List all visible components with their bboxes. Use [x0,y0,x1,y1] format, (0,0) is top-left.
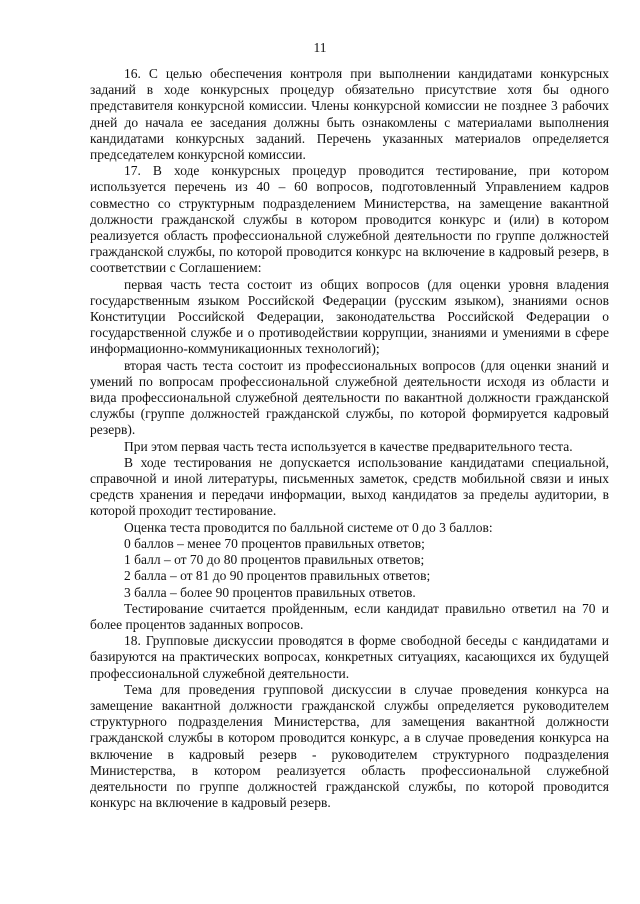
paragraph-scoring-system: Оценка теста проводится по балльной системе от 0 до 3 баллов: [124,519,493,535]
paragraph-test-part-one: первая часть теста состоит из общих вопросов (для оценки уровня владения государственным языком Российской Федерации (русским языком), знаниями основ Конституции Российской Федерации, законодательства Российской Федерации о государственной службе и о противодействии коррупции, знаниями и умениями в сфере информационно-коммуникационных технологий); [90,276,609,357]
paragraph-preliminary-test: При этом первая часть теста используется в качестве предварительного теста. [124,438,573,454]
score-item-2: 2 балла – от 81 до 90 процентов правильных ответов; [124,568,431,584]
paragraph-18-group-discussions: 18. Групповые дискуссии проводятся в форме свободной беседы с кандидатами и базируются на практических вопросах, конкретных ситуациях, касающихся их будущей профессиональной служебной деятельности. [90,633,609,681]
document-body [90,66,609,811]
page-number: 11 [313,40,327,55]
paragraph-test-passed: Тестирование считается пройденным, если кандидат правильно ответил на 70 и более процентов заданных вопросов. [90,600,609,632]
score-item-0: 0 баллов – менее 70 процентов правильных ответов; [124,535,425,551]
score-item-1: 1 балл – от 70 до 80 процентов правильных ответов; [124,552,425,568]
paragraph-16-monitoring: 16. С целью обеспечения контроля при выполнении кандидатами конкурсных заданий в ходе конкурсных процедур обязательно присутствие хотя бы одного представителя конкурсной комиссии. Члены конкурсной комиссии не позднее 3 рабочих дней до начала ее заседания должны быть ознакомлены с материалами выполнения кандидатами конкурсных заданий. Перечень указанных материалов определяется председателем конкурсной комиссии. [90,66,609,163]
paragraph-17-testing: 17. В ходе конкурсных процедур проводится тестирование, при котором используется перечень из 40 – 60 вопросов, подготовленный Управлением кадров совместно со структурным подразделением Министерства, на замещение вакантной должности гражданской службы в котором проводится конкурс и (или) в котором реализуется область профессиональной служебной деятельности по группе должностей гражданской службы, по которой проводится конкурс на включение в кадровый резерв, в соответствии с Соглашением: [90,163,609,276]
paragraph-discussion-topic: Тема для проведения групповой дискуссии в случае проведения конкурса на замещение вакантной должности гражданской службы определяется руководителем структурного подразделения Министерства, для замещения вакантной должности гражданской службы в котором проводится конкурс, а в случае проведения конкурса на включение в кадровый резерв - руководителем структурного подразделения Министерства, в котором реализуется область профессиональной служебной деятельности по группе должностей гражданской службы, по которой проводится конкурс на включение в кадровый резерв. [90,681,609,811]
score-item-3: 3 балла – более 90 процентов правильных ответов. [124,584,416,600]
paragraph-testing-restrictions: В ходе тестирования не допускается использование кандидатами специальной, справочной и иной литературы, письменных заметок, средств мобильной связи и иных средств хранения и передачи информации, выход кандидатов за пределы аудитории, в которой проходит тестирование. [90,454,609,519]
paragraph-test-part-two: вторая часть теста состоит из профессиональных вопросов (для оценки знаний и умений по вопросам профессиональной служебной деятельности исходя из области и вида профессиональной служебной деятельности по вакантной должности гражданской службы (группе должностей гражданской службы, по которой формируется кадровый резерв). [90,357,609,438]
